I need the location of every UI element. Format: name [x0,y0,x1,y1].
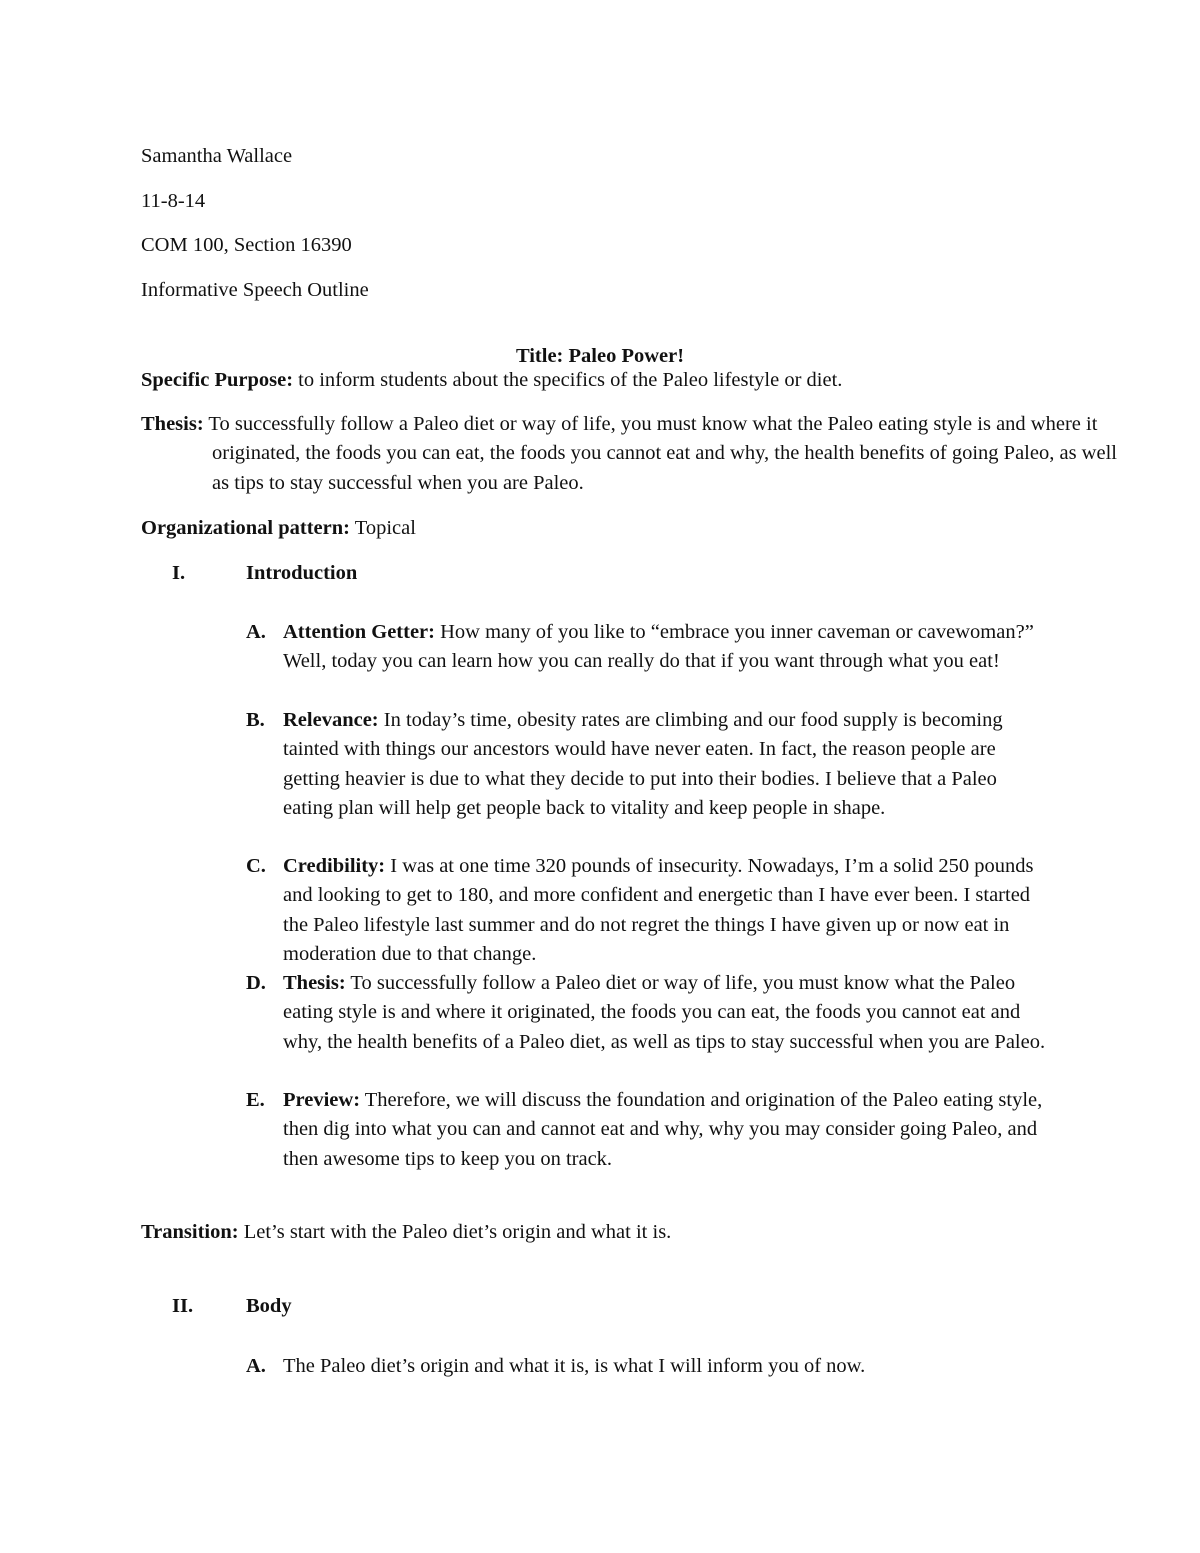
outline-item-preview [246,1086,1046,1174]
specific-purpose [141,366,1061,395]
item-letter: B. [246,709,265,731]
item-label: Attention Getter: [283,621,435,643]
item-letter: E. [246,1089,265,1111]
thesis-label: Thesis: [141,413,204,435]
item-letter: A. [246,621,266,643]
author-name: Samantha Wallace [141,145,293,167]
transition [141,1218,1061,1247]
organizational-pattern [141,514,1061,543]
section-numeral-body: II. [172,1295,194,1317]
section-numeral-introduction: I. [172,562,186,584]
item-letter: C. [246,855,266,877]
item-text: I was at one time 320 pounds of insecurity. Nowadays, I’m a solid 250 pounds and looking to get to 180, and more confident and energetic than I have ever been. I started the Paleo lifestyle last summer and do not regret the things I have given up or now eat in moderation due to that change. [283,855,1034,965]
item-letter: D. [246,972,266,994]
item-label: Preview: [283,1089,361,1111]
organizational-pattern-label: Organizational pattern: [141,517,350,539]
course-section: COM 100, Section 16390 [141,234,352,256]
organizational-pattern-text: Topical [349,517,416,539]
item-text: In today’s time, obesity rates are climbing and our food supply is becoming tainted with things our ancestors would have never eaten. In fact, the reason people are getting heavier is due to what they decide to put into their bodies. I believe that a Paleo eating plan will help get people back to vitality and keep people in shape. [283,709,1003,819]
item-text: How many of you like to “embrace you inner caveman or cavewoman?” Well, today you can learn how you can really do that if you want through what you eat! [283,621,1034,673]
outline-item-credibility [246,852,1046,969]
item-text: To successfully follow a Paleo diet or way of life, you must know what the Paleo eating style is and where it originated, the foods you can eat, the foods you cannot eat and why, the health benefits of a Paleo diet, as well as tips to stay successful when you are Paleo. [283,972,1046,1053]
speech-title: Title: Paleo Power! [515,344,685,367]
item-text: The Paleo diet’s origin and what it is, is what I will inform you of now. [283,1355,866,1377]
outline-item-relevance [246,706,1046,823]
outline-item-attention-getter [246,618,1046,677]
specific-purpose-text: to inform students about the specifics of the Paleo lifestyle or diet. [293,369,843,391]
item-label: Thesis: [283,972,346,994]
specific-purpose-label: Specific Purpose: [141,369,294,391]
section-heading-body: Body [246,1295,292,1317]
thesis-text: To successfully follow a Paleo diet or way of life, you must know what the Paleo eating style is and where it originated, the foods you can eat, the foods you cannot eat and why, the health benefits of going Paleo, as well as tips to stay successful when you are Paleo. [203,413,1117,494]
item-letter: A. [246,1355,266,1377]
item-text: Therefore, we will discuss the foundation and origination of the Paleo eating style, then dig into what you can and cannot eat and why, why you may consider going Paleo, and then awesome tips to keep you on track. [283,1089,1043,1170]
thesis [141,410,1132,498]
date: 11-8-14 [141,190,206,212]
document-type: Informative Speech Outline [141,279,369,301]
transition-text: Let’s start with the Paleo diet’s origin and what it is. [238,1221,672,1243]
outline-item-thesis [246,969,1046,1057]
transition-label: Transition: [141,1221,239,1243]
outline-item-body-a [246,1352,1046,1381]
item-label: Relevance: [283,709,379,731]
section-heading-introduction: Introduction [246,562,358,584]
item-label: Credibility: [283,855,386,877]
